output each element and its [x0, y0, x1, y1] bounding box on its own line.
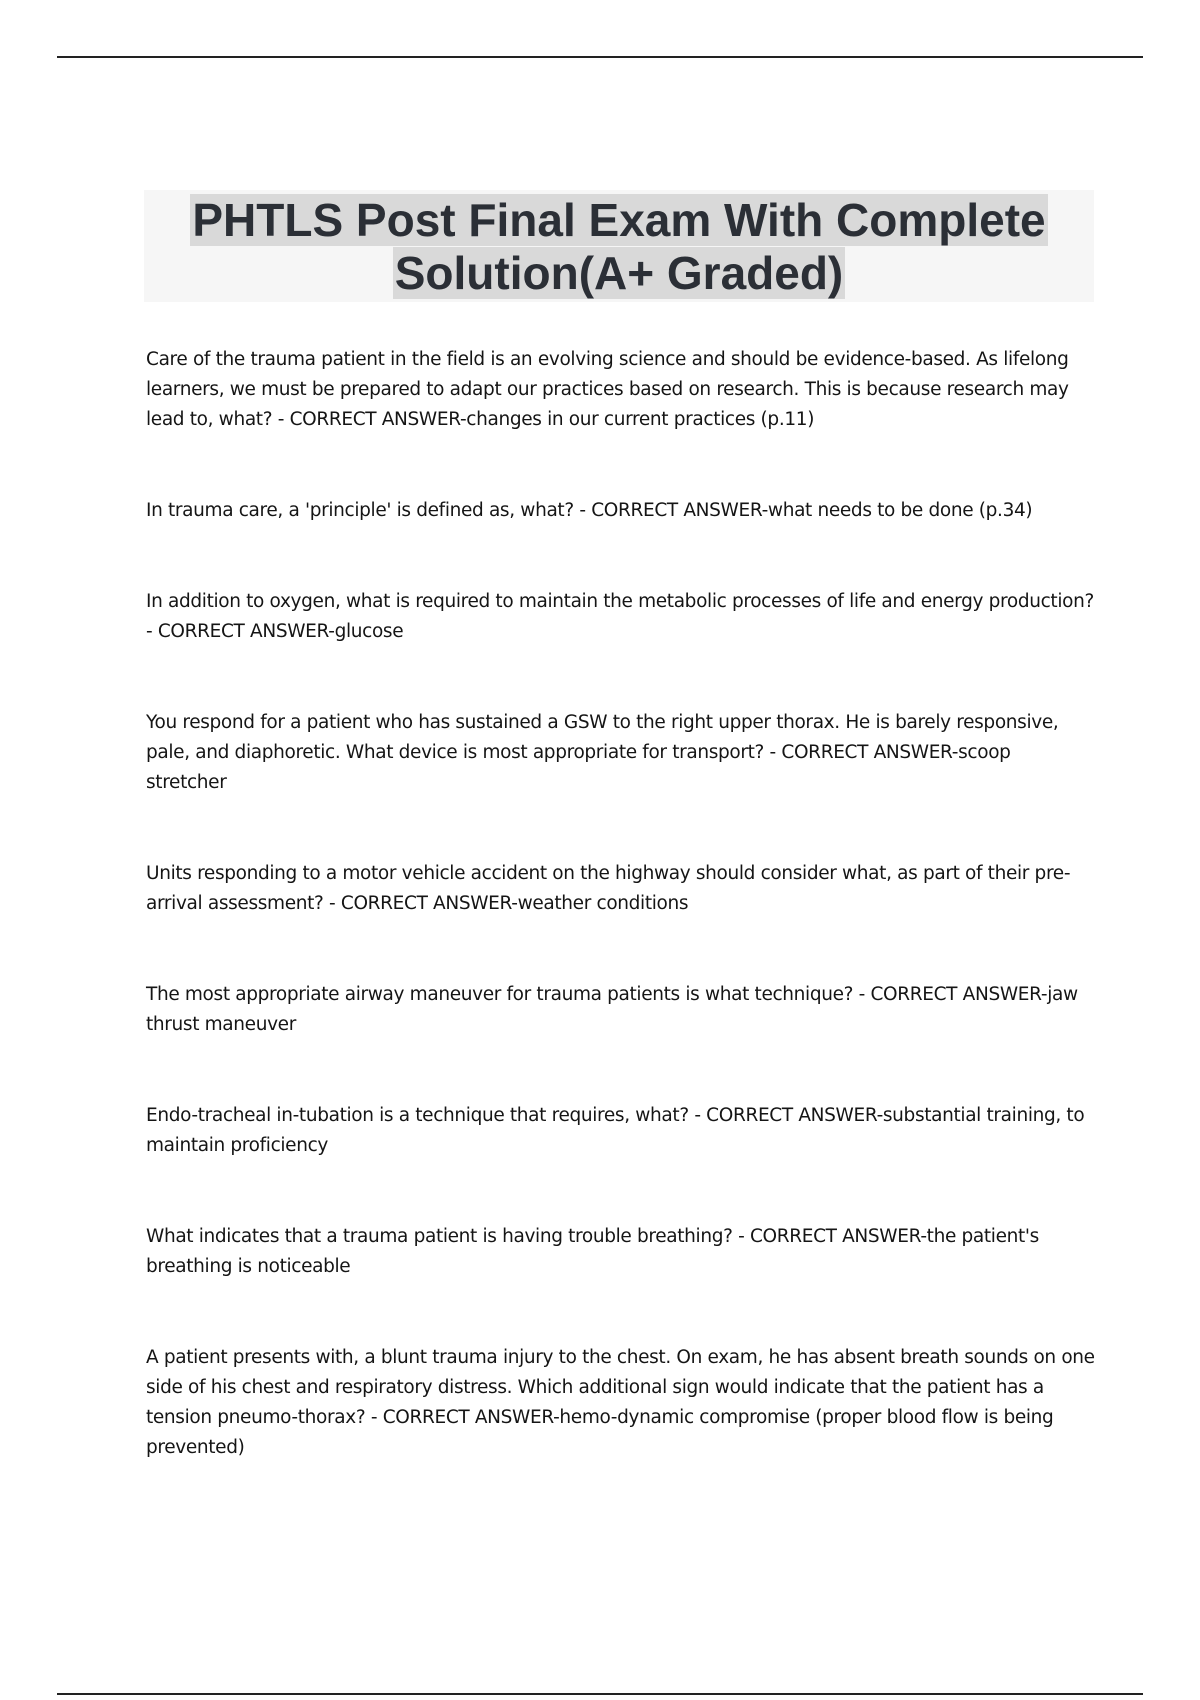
question-item-7: Endo-tracheal in-tubation is a technique that requires, what? - CORRECT ANSWER-substantial training, to maintain proficiency [146, 1105, 1085, 1156]
question-item-2: In trauma care, a 'principle' is defined as, what? - CORRECT ANSWER-what needs to be done (p.34) [146, 500, 1033, 521]
title-line-1: PHTLS Post Final Exam With Complete [192, 194, 1046, 246]
title-line-2: Solution(A+ Graded) [394, 247, 844, 299]
top-rule [57, 56, 1143, 58]
page-title [144, 190, 1094, 300]
question-item-4: You respond for a patient who has sustained a GSW to the right upper thorax. He is barely responsive, pale, and diaphoretic. What device is most appropriate for transport? - CORRECT ANSWER-scoop stretcher [146, 712, 1059, 793]
question-item-6: The most appropriate airway maneuver for trauma patients is what technique? - CORRECT ANSWER-jaw thrust maneuver [146, 984, 1078, 1035]
question-item-3: In addition to oxygen, what is required to maintain the metabolic processes of life and energy production? - CORRECT ANSWER-glucose [146, 591, 1094, 642]
question-item-8: What indicates that a trauma patient is having trouble breathing? - CORRECT ANSWER-the patient's breathing is noticeable [146, 1226, 1039, 1277]
bottom-rule [57, 1693, 1143, 1695]
question-list [146, 345, 1096, 1463]
question-item-9: A patient presents with, a blunt trauma injury to the chest. On exam, he has absent breath sounds on one side of his chest and respiratory distress. Which additional sign would indicate that the patient has a tension pneumo-thorax? - CORRECT ANSWER-hemo-dynamic compromise (proper blood flow is being prevented) [146, 1347, 1095, 1458]
question-item-1: Care of the trauma patient in the field is an evolving science and should be evidence-based. As lifelong learners, we must be prepared to adapt our practices based on research. This is because research may lead to, what? - CORRECT ANSWER-changes in our current practices (p.11) [146, 349, 1069, 430]
question-item-5: Units responding to a motor vehicle accident on the highway should consider what, as part of their pre-arrival assessment? - CORRECT ANSWER-weather conditions [146, 863, 1071, 914]
title-block [144, 190, 1094, 302]
